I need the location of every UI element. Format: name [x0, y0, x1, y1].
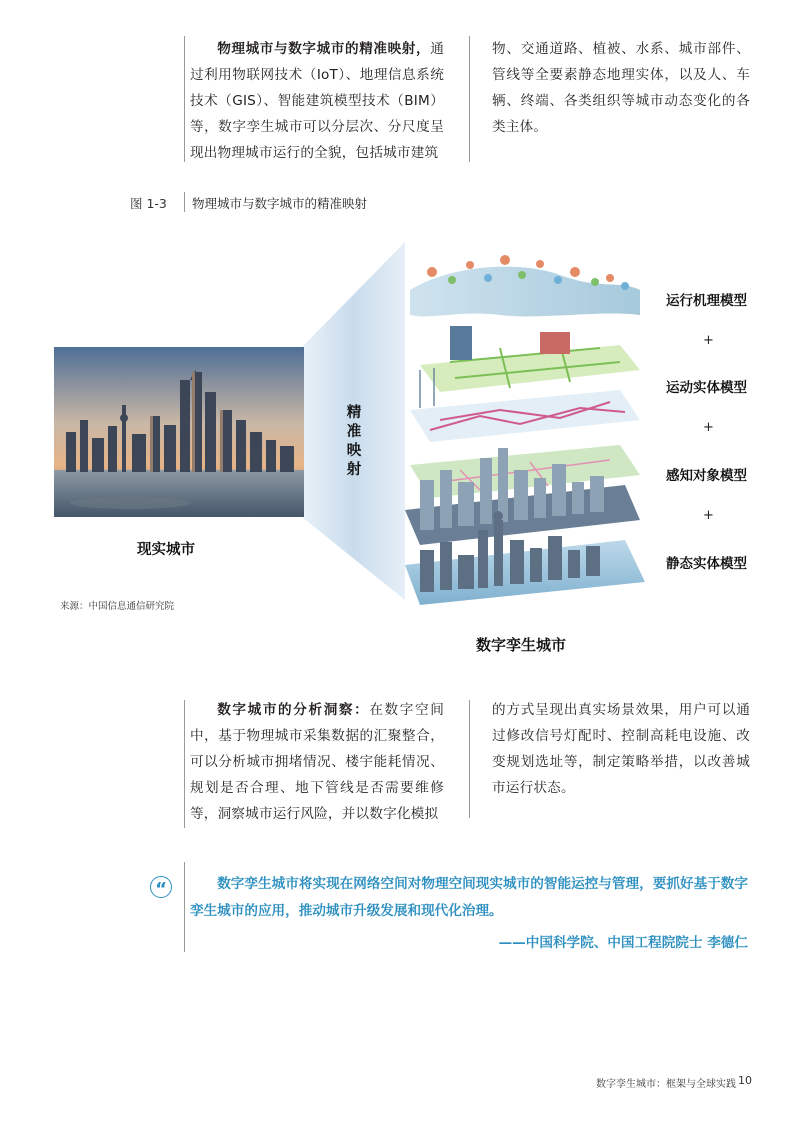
footer-title: 数字孪生城市：框架与全球实践: [596, 1079, 736, 1090]
figure-title: 物理城市与数字城市的精准映射: [192, 196, 368, 211]
plus-3: +: [703, 508, 714, 523]
top-col2-text: 物、交通道路、植被、水系、城市部件、管线等全要素静态地理实体，以及人、车辆、终端、各类组织等城市动态变化的各类主体。: [492, 41, 750, 135]
mapping-char-1: 精: [346, 405, 362, 421]
mid-lead: 数字城市的分析洞察：: [217, 702, 370, 718]
caption-rule: [184, 192, 185, 212]
layer-label-2: 运动实体模型: [666, 380, 747, 396]
real-city-label: 现实城市: [137, 542, 195, 558]
top-column-2: [492, 36, 750, 140]
mapping-label: [344, 404, 364, 480]
figure-number: 图 1-3: [130, 196, 167, 211]
mid-col1-text: 在数字空间中，基于物理城市采集数据的汇聚整合，可以分析城市拥堵情况、楼宇能耗情况、规划是否合理、地下管线是否需要维修等，洞察城市运行风险，并以数字化模拟: [190, 702, 444, 822]
mid-mid-rule: [469, 700, 470, 818]
page-number: 10: [738, 1074, 752, 1087]
top-lead: 物理城市与数字城市的精准映射，: [217, 41, 431, 57]
real-city-photo: [54, 347, 304, 517]
mapping-char-4: 射: [346, 462, 362, 478]
top-left-rule: [184, 36, 185, 162]
mapping-char-3: 映: [346, 443, 362, 459]
top-col1-text: 通过利用物联网技术（IoT）、地理信息系统技术（GIS）、智能建筑模型技术（BIM）等，数字孪生城市可以分层次、分尺度呈现出物理城市运行的全貌，包括城市建筑: [190, 41, 444, 161]
top-column-1: [190, 36, 444, 166]
layer-label-3: 感知对象模型: [666, 468, 747, 484]
mid-left-rule: [184, 700, 185, 828]
mid-col2-text: 的方式呈现出真实场景效果，用户可以通过修改信号灯配时、控制高耗电设施、改变规划选址等，制定策略举措，以改善城市运行状态。: [492, 702, 750, 796]
digital-city-label: 数字孪生城市: [476, 636, 567, 654]
plus-1: +: [703, 333, 714, 348]
mid-column-2: [492, 697, 750, 801]
quote-mark-glyph: “: [155, 879, 167, 900]
mid-column-1: [190, 697, 444, 827]
top-mid-rule: [469, 36, 470, 162]
quote-mark-icon: [150, 876, 172, 898]
digital-twin-layers: [405, 255, 645, 605]
mapping-char-2: 准: [346, 424, 362, 440]
layer-label-1: 运行机理模型: [666, 293, 747, 309]
plus-2: +: [703, 420, 714, 435]
quote-attribution: ——中国科学院、中国工程院院士 李德仁: [498, 935, 748, 951]
quote-text: 数字孪生城市将实现在网络空间对物理空间现实城市的智能运控与管理，要抓好基于数字孪生城市的应用，推动城市升级发展和现代化治理。: [190, 876, 748, 919]
quote-rule: [184, 862, 185, 952]
layer-label-4: 静态实体模型: [666, 556, 747, 572]
figure-source: 来源：中国信息通信研究院: [60, 601, 175, 612]
